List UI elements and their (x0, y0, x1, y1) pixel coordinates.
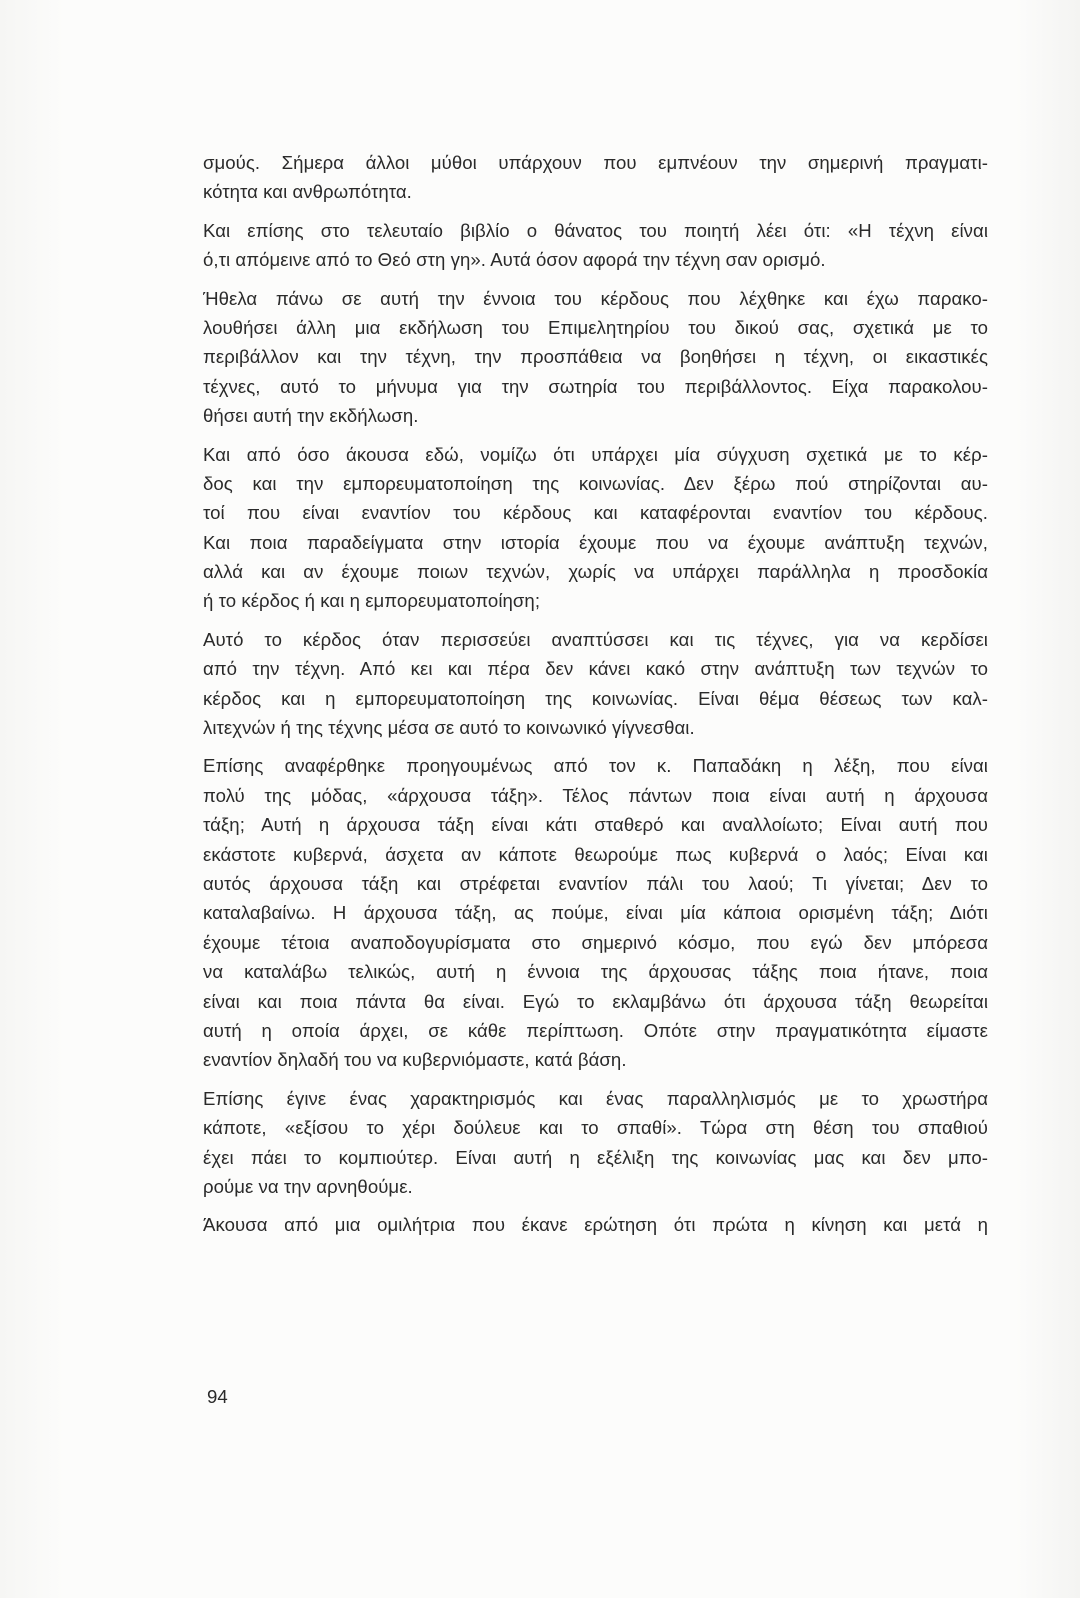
text-line: Αυτό το κέρδος όταν περισσεύει αναπτύσσει και τις τέχνες, για να κερδίσει (203, 628, 988, 650)
text-line: καταλαβαίνω. Η άρχουσα τάξη, ας πούμε, είναι μία κάποια ορισμένη τάξη; Διότι (203, 902, 988, 924)
text-line: κότητα και ανθρωπότητα. (203, 181, 412, 203)
body-text (203, 148, 988, 1240)
paragraph (203, 1210, 988, 1239)
paragraph-gap (203, 1201, 988, 1210)
paragraph-gap (203, 616, 988, 625)
paragraph (203, 148, 988, 207)
text-line: Άκουσα από μια ομιλήτρια που έκανε ερώτηση ότι πρώτα η κίνηση και μετά η (203, 1214, 988, 1236)
text-line: είναι και ποια πάντα θα είναι. Εγώ το εκλαμβάνω ότι άρχουσα τάξη θεωρείται (203, 990, 988, 1012)
text-line: κάποτε, «εξίσου το χέρι δούλευε και το σπαθί». Τώρα στη θέση του σπαθιού (203, 1117, 988, 1139)
text-line: Επίσης αναφέρθηκε προηγουμένως από τον κ. Παπαδάκη η λέξη, που είναι (203, 755, 988, 777)
text-line: λιτεχνών ή της τέχνης μέσα σε αυτό το κοινωνικό γίγνεσθαι. (203, 717, 695, 739)
paragraph (203, 216, 988, 275)
paragraph-gap (203, 431, 988, 440)
text-line: θήσει αυτή την εκδήλωση. (203, 405, 419, 427)
text-line: λουθήσει άλλη μια εκδήλωση του Επιμελητηρίου του δικού σας, σχετικά με το (203, 316, 988, 338)
text-line: Και ποια παραδείγματα στην ιστορία έχουμε που να έχουμε ανάπτυξη τεχνών, (203, 531, 988, 553)
paragraph-gap (203, 275, 988, 284)
text-line: σμούς. Σήμερα άλλοι μύθοι υπάρχουν που εμπνέουν την σημερινή πραγματι- (203, 152, 988, 173)
paragraph (203, 440, 988, 616)
text-line: αυτή η οποία άρχει, σε κάθε περίπτωση. Οπότε στην πραγματικότητα είμαστε (203, 1019, 988, 1041)
text-line: εκάστοτε κυβερνά, άσχετα αν κάποτε θεωρούμε πως κυβερνά ο λαός; Είναι και (203, 843, 988, 865)
text-line: έχουμε τέτοια αναποδογυρίσματα στο σημερινό κόσμο, που εγώ δεν μπόρεσα (203, 931, 988, 953)
paragraph (203, 625, 988, 743)
text-line: ό,τι απόμεινε από το Θεό στη γη». Αυτά όσον αφορά την τέχνη σαν ορισμό. (203, 249, 826, 271)
text-line: αλλά και αν έχουμε ποιων τεχνών, χωρίς να υπάρχει παράλληλα η προσδοκία (203, 561, 988, 583)
text-line: τέχνες, αυτό το μήνυμα για την σωτηρία του περιβάλλοντος. Είχα παρακολου- (203, 375, 988, 397)
text-line: Επίσης έγινε ένας χαρακτηρισμός και ένας παραλληλισμός με το χρωστήρα (203, 1087, 988, 1109)
text-line: ή το κέρδος ή και η εμπορευματοποίηση; (203, 590, 541, 612)
paragraph-gap (203, 207, 988, 216)
text-line: κέρδος και η εμπορευματοποίηση της κοινωνίας. Είναι θέμα θέσεως των καλ- (203, 687, 988, 709)
text-line: ρούμε να την αρνηθούμε. (203, 1175, 413, 1197)
text-line: αυτός άρχουσα τάξη και στρέφεται εναντίον πάλι του λαού; Τι γίνεται; Δεν το (203, 872, 988, 894)
text-line: Και επίσης στο τελευταίο βιβλίο ο θάνατος του ποιητή λέει ότι: «Η τέχνη είναι (203, 219, 988, 241)
text-line: περιβάλλον και την τέχνη, την προσπάθεια να βοηθήσει η τέχνη, οι εικαστικές (203, 346, 988, 368)
text-line: από την τέχνη. Από κει και πέρα δεν κάνει κακό στην ανάπτυξη των τεχνών το (203, 658, 988, 680)
text-line: δος και την εμπορευματοποίηση της κοινωνίας. Δεν ξέρω πού στηρίζονται αυ- (203, 472, 988, 494)
text-line: Και από όσο άκουσα εδώ, νομίζω ότι υπάρχει μία σύγχυση σχετικά με το κέρ- (203, 443, 988, 465)
page-number: 94 (207, 1386, 228, 1407)
text-line: εναντίον δηλαδή του να κυβερνιόμαστε, κατά βάση. (203, 1049, 627, 1071)
text-line: τοί που είναι εναντίον του κέρδους και καταφέρονται εναντίον του κέρδους. (203, 502, 988, 524)
paragraph (203, 1084, 988, 1202)
text-line: τάξη; Αυτή η άρχουσα τάξη είναι κάτι σταθερό και αναλλοίωτο; Είναι αυτή που (203, 814, 988, 836)
text-line: έχει πάει το κομπιούτερ. Είναι αυτή η εξέλιξη της κοινωνίας μας και δεν μπο- (203, 1146, 988, 1168)
paragraph (203, 751, 988, 1074)
paragraph-gap (203, 1075, 988, 1084)
paragraph-gap (203, 742, 988, 751)
text-line: να καταλάβω τελικώς, αυτή η έννοια της άρχουσας τάξης ποια ήτανε, ποια (203, 961, 988, 983)
text-line: πολύ της μόδας, «άρχουσα τάξη». Τέλος πάντων ποια είναι αυτή η άρχουσα (203, 784, 988, 806)
text-line: Ήθελα πάνω σε αυτή την έννοια του κέρδους που λέχθηκε και έχω παρακο- (203, 287, 988, 309)
paragraph (203, 284, 988, 431)
